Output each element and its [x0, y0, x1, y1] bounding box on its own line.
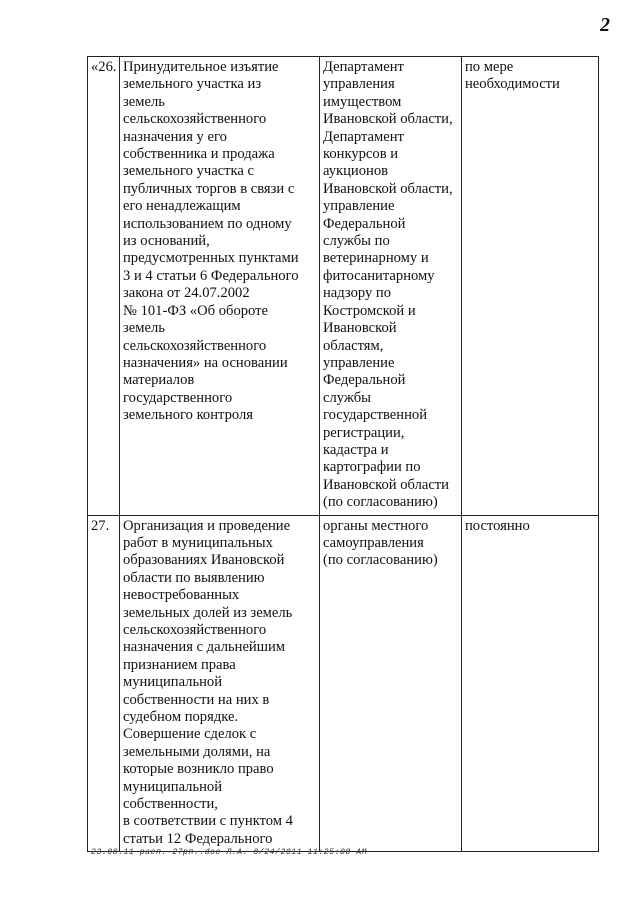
action-text: Организация и проведение работ в муниципальных образованиях Ивановской области по выявлению невостребованных земельных долей из земель сельскохозяйственного назначения с дальнейшим признанием права муниципальной собственности на них в судебном порядке. Совершение сделок с земельными долями, на которые возникло право муниципальной собственности, в соответствии с пунктом 4 статьи 12 Федерального: [123, 517, 293, 847]
row-number-cell: [88, 57, 120, 516]
document-footer: 23.08.11 расп.-27рп..doc Л.А. 8/24/2011 11:25:00 AM: [91, 848, 368, 857]
responsible-cell: [320, 515, 462, 852]
responsible-cell: [320, 57, 462, 516]
action-cell: [120, 57, 320, 516]
term-cell: [462, 57, 599, 516]
term-text: постоянно: [465, 517, 530, 534]
measures-table: [87, 56, 599, 852]
action-text: Принудительное изъятие земельного участка из земель сельскохозяйственного назначения у его собственника и продажа земельного участка с публичных торгов в связи с его ненадлежащим использованием по одному из оснований, предусмотренных пунктами 3 и 4 статьи 6 Федерального закона от 24.07.2002 № 101-ФЗ «Об обороте земель сельскохозяйственного назначения» на основании материалов государственного земельного контроля: [123, 59, 299, 424]
table-row: [88, 57, 599, 516]
page-number: 2: [600, 14, 610, 36]
table-row: [88, 515, 599, 852]
responsible-text: Департамент управления имуществом Ивановской области, Департамент конкурсов и аукционов Ивановской области, управление Федеральной службы по ветеринарному и фитосанитарному надзору по Костромской и Ивановской областям, управление Федеральной службы государственной регистрации, кадастра и картографии по Ивановской области (по согласованию): [323, 59, 453, 511]
row-number-cell: [88, 515, 120, 852]
row-number: «26.: [91, 59, 117, 75]
term-text: по мере необходимости: [465, 59, 560, 93]
term-cell: [462, 515, 599, 852]
row-number: 27.: [91, 517, 110, 534]
responsible-text: органы местного самоуправления (по согласованию): [323, 517, 438, 569]
action-cell: [120, 515, 320, 852]
